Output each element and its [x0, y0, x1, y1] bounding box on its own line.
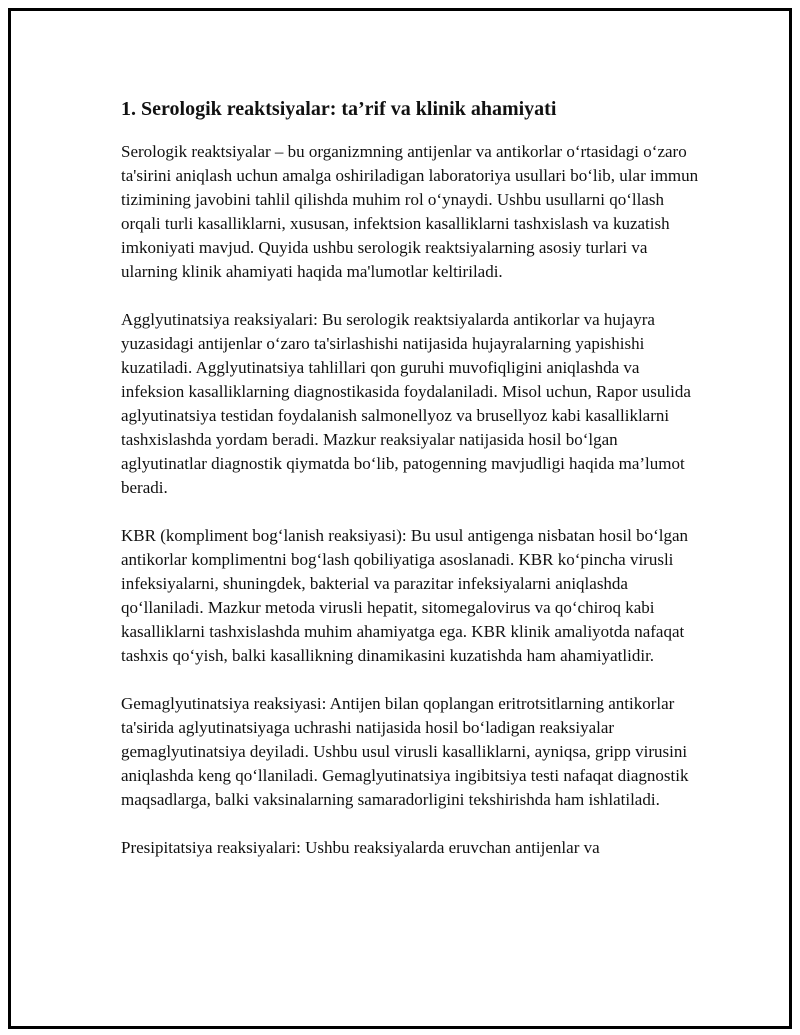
paragraph-intro: Serologik reaktsiyalar – bu organizmning antijenlar va antikorlar o‘rtasidagi o‘zaro ta'sirini aniqlash uchun amalga oshiriladigan laboratoriya usullari bo‘lib, ular immun tizimining javobini tahlil qilishda muhim rol o‘ynaydi. Ushbu usullarni qo‘llash orqali turli kasalliklarni, xususan, infektsion kasalliklarni tashxislash va kuzatish imkoniyati mavjud. Quyida ushbu serologik reaktsiyalarning asosiy turlari va ularning klinik ahamiyati haqida ma'lumotlar keltiriladi. — [121, 142, 699, 281]
document-body — [121, 95, 701, 884]
paragraph-precipitation: Presipitatsiya reaksiyalari: Ushbu reaksiyalarda eruvchan antijenlar va — [121, 838, 600, 857]
paragraph-agglutination: Agglyutinatsiya reaksiyalari: Bu serologik reaktsiyalarda antikorlar va hujayra yuzasidagi antijenlar o‘zaro ta'sirlashishi natijasida hujayralarning yapishishi kuzatiladi. Agglyutinatsiya tahlillari qon guruhi muvofiqligini aniqlashda va infeksion kasalliklarning diagnostikasida foydalaniladi. Misol uchun, Rapor usulida aglyutinatsiya testidan foydalanish salmonellyoz va brusellyoz kabi kasalliklarni tashxislashda yordam beradi. Mazkur reaksiyalar natijasida hosil bo‘lgan aglyutinatlar diagnostik qiymatda bo‘lib, patogenning mavjudligi haqida ma’lumot beradi. — [121, 310, 691, 497]
paragraph-hemagglutination: Gemaglyutinatsiya reaksiyasi: Antijen bilan qoplangan eritrotsitlarning antikorlar ta'sirida aglyutinatsiyaga uchrashi natijasida hosil bo‘ladigan reaksiyalar gemaglyutinatsiya deyiladi. Ushbu usul virusli kasalliklarni, ayniqsa, gripp virusini aniqlashda keng qo‘llaniladi. Gemaglyutinatsiya ingibitsiya testi nafaqat diagnostik maqsadlarga, balki vaksinalarning samaradorligini tekshirishda ham ishlatiladi. — [121, 694, 689, 809]
paragraph-kbr: KBR (kompliment bog‘lanish reaksiyasi): Bu usul antigenga nisbatan hosil bo‘lgan antikorlar komplimentni bog‘lash qobiliyatiga asoslanadi. KBR ko‘pincha virusli infeksiyalarni, shuningdek, bakterial va parazitar infeksiyalarni aniqlashda qo‘llaniladi. Mazkur metoda virusli hepatit, sitomegalovirus va qo‘chiroq kabi kasalliklarni tashxislashda muhim ahamiyatga ega. KBR klinik amaliyotda nafaqat tashxis qo‘yish, balki kasallikning dinamikasini kuzatishda ham ahamiyatlidir. — [121, 526, 689, 665]
section-heading: 1. Serologik reaktsiyalar: ta’rif va klinik ahamiyati — [121, 98, 557, 120]
page-frame — [8, 8, 792, 1029]
